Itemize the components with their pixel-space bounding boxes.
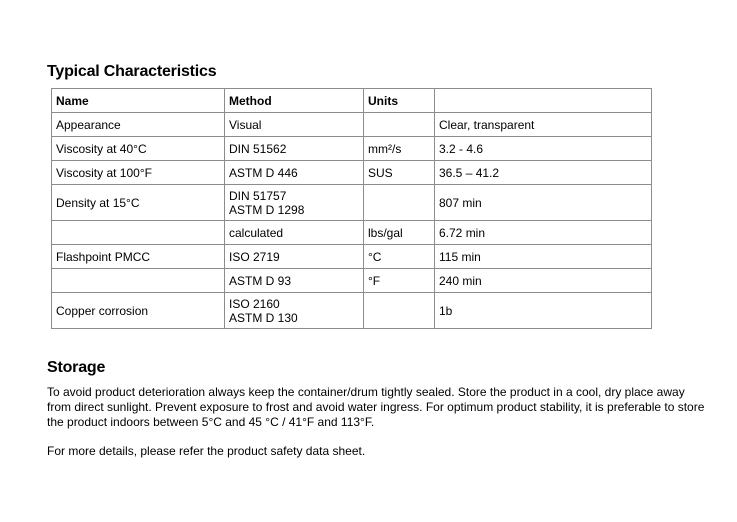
cell-method: ISO 2719 bbox=[225, 245, 364, 269]
cell-units: lbs/gal bbox=[364, 221, 435, 245]
cell-method bbox=[225, 185, 364, 221]
cell-units bbox=[364, 185, 435, 221]
table-row bbox=[52, 245, 652, 269]
more-details-note: For more details, please refer the product safety data sheet. bbox=[47, 444, 366, 458]
table-row bbox=[52, 293, 652, 329]
cell-value: 36.5 – 41.2 bbox=[435, 161, 652, 185]
storage-paragraph: To avoid product deterioration always keep the container/drum tightly sealed. Store the product in a cool, dry place away from direct sunlight. Prevent exposure to frost and avoid water ingress. For optimum product stability, it is preferable to store the product indoors between 5°C and 45 °C / 41°F and 113°F. bbox=[47, 385, 705, 429]
table-row bbox=[52, 221, 652, 245]
cell-units bbox=[364, 113, 435, 137]
header-name: Name bbox=[52, 89, 225, 113]
table-row bbox=[52, 185, 652, 221]
cell-value: Clear, transparent bbox=[435, 113, 652, 137]
cell-units: mm²/s bbox=[364, 137, 435, 161]
table-row bbox=[52, 137, 652, 161]
table-row bbox=[52, 161, 652, 185]
cell-value: 807 min bbox=[435, 185, 652, 221]
cell-value: 1b bbox=[435, 293, 652, 329]
cell-units: SUS bbox=[364, 161, 435, 185]
method-line: ASTM D 130 bbox=[229, 310, 298, 325]
cell-method: Visual bbox=[225, 113, 364, 137]
method-line: ISO 2160 bbox=[229, 296, 280, 311]
cell-name: Viscosity at 100°F bbox=[52, 161, 225, 185]
typical-characteristics-heading: Typical Characteristics bbox=[47, 63, 217, 80]
cell-value: 3.2 - 4.6 bbox=[435, 137, 652, 161]
method-line: ASTM D 1298 bbox=[229, 202, 305, 217]
cell-method: DIN 51562 bbox=[225, 137, 364, 161]
cell-units bbox=[364, 293, 435, 329]
cell-units: °C bbox=[364, 245, 435, 269]
table-row bbox=[52, 269, 652, 293]
header-value bbox=[435, 89, 652, 113]
cell-name: Appearance bbox=[52, 113, 225, 137]
cell-name: Viscosity at 40°C bbox=[52, 137, 225, 161]
storage-heading: Storage bbox=[47, 359, 106, 376]
cell-name: Density at 15°C bbox=[52, 185, 225, 221]
cell-name bbox=[52, 269, 225, 293]
table-header-row bbox=[52, 89, 652, 113]
cell-units: °F bbox=[364, 269, 435, 293]
cell-method: calculated bbox=[225, 221, 364, 245]
cell-method: ASTM D 446 bbox=[225, 161, 364, 185]
cell-value: 6.72 min bbox=[435, 221, 652, 245]
cell-method: ASTM D 93 bbox=[225, 269, 364, 293]
cell-method bbox=[225, 293, 364, 329]
method-line: DIN 51757 bbox=[229, 188, 287, 203]
header-units: Units bbox=[364, 89, 435, 113]
header-method: Method bbox=[225, 89, 364, 113]
cell-value: 240 min bbox=[435, 269, 652, 293]
characteristics-table bbox=[51, 88, 652, 329]
cell-name: Copper corrosion bbox=[52, 293, 225, 329]
cell-name: Flashpoint PMCC bbox=[52, 245, 225, 269]
cell-value: 115 min bbox=[435, 245, 652, 269]
table-row bbox=[52, 113, 652, 137]
cell-name bbox=[52, 221, 225, 245]
